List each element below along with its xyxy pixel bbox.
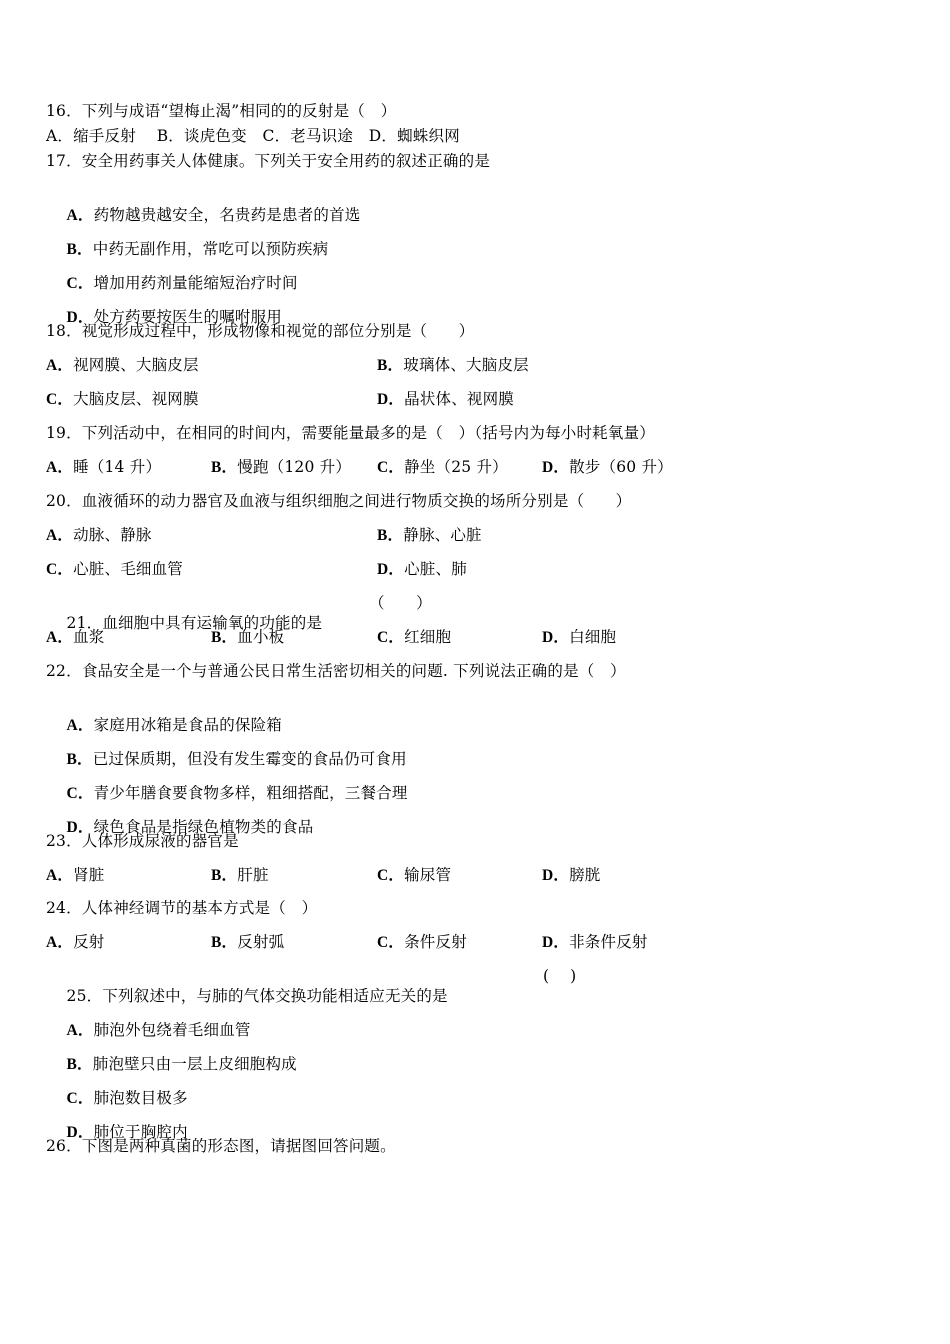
question-25-stem: 25．下列叙述中，与肺的气体交换功能相适应无关的是 (66, 987, 448, 1005)
option-text: 中药无副作用，常吃可以预防疾病 (92, 240, 329, 258)
option-letter: C． (46, 561, 74, 578)
option-text: 反射 (73, 933, 105, 951)
option-text: 肾脏 (73, 866, 105, 884)
question-24-stem: 24．人体神经调节的基本方式是（ ） (46, 899, 318, 917)
option-text: 已过保质期，但没有发生霉变的食品仍可食用 (92, 750, 407, 768)
option-text: 慢跑（120 升） (237, 458, 352, 476)
option-text: 肺泡外包绕着毛细血管 (93, 1021, 251, 1039)
question-20-option-b (377, 525, 482, 546)
option-letter: B． (66, 751, 93, 768)
option-letter: B． (211, 867, 238, 884)
option-letter: B． (211, 934, 238, 951)
option-text: 血小板 (237, 628, 285, 646)
question-26-stem: 26．下图是两种真菌的形态图，请据图回答问题。 (46, 1137, 396, 1155)
question-19-stem: 19．下列活动中，在相同的时间内，需要能量最多的是（ ）（括号内为每小时耗氧量） (46, 424, 655, 442)
question-21-option-c (377, 627, 451, 648)
option-text: 视网膜、大脑皮层 (73, 356, 199, 374)
question-23-option-c (377, 865, 451, 886)
question-18-option-a (46, 355, 199, 376)
option-letter: A． (66, 207, 94, 224)
option-letter: C． (377, 867, 405, 884)
option-text: 大脑皮层、视网膜 (73, 390, 199, 408)
option-letter: A． (46, 934, 74, 951)
option-letter: A． (46, 527, 74, 544)
option-text: 非条件反射 (569, 933, 648, 951)
option-text: 肺泡数目极多 (93, 1089, 188, 1107)
question-19-option-c (377, 457, 508, 478)
option-letter: D． (377, 561, 405, 578)
option-text: 红细胞 (404, 628, 452, 646)
option-letter: C． (377, 629, 405, 646)
question-22-stem: 22．食品安全是一个与普通公民日常生活密切相关的问题. 下列说法正确的是（ ） (46, 662, 626, 680)
option-letter: D． (542, 459, 570, 476)
option-letter: D． (66, 309, 94, 326)
option-letter: C． (377, 459, 405, 476)
question-23-option-d (542, 865, 601, 886)
question-18-stem: 18．视觉形成过程中，形成物像和视觉的部位分别是（ ） (46, 322, 475, 340)
option-letter: D． (542, 934, 570, 951)
question-23-option-b (211, 865, 269, 886)
option-letter: D． (377, 391, 405, 408)
option-letter: C． (66, 275, 94, 292)
option-text: 处方药要按医生的嘱咐服用 (93, 308, 283, 326)
option-letter: C． (377, 934, 405, 951)
question-18-option-d (377, 389, 514, 410)
question-21-option-a (46, 627, 105, 648)
option-text: 药物越贵越安全，名贵药是患者的首选 (93, 206, 361, 224)
question-23-stem: 23．人体形成尿液的器官是 (46, 832, 239, 850)
option-letter: B． (377, 357, 404, 374)
option-text: 反射弧 (237, 933, 285, 951)
option-letter: A． (46, 867, 74, 884)
question-24-option-d (542, 932, 648, 953)
option-text: 心脏、毛细血管 (73, 560, 183, 578)
question-18-option-c (46, 389, 199, 410)
question-24-option-a (46, 932, 105, 953)
question-19-option-b (211, 457, 351, 478)
option-text: 散步（60 升） (569, 458, 673, 476)
option-letter: C． (66, 785, 94, 802)
question-25-answer-paren: ( ) (543, 967, 577, 985)
question-20-option-a (46, 525, 152, 546)
question-21-answer-paren: （ ） (369, 594, 432, 612)
question-16-stem: 16．下列与成语“望梅止渴”相同的的反射是（ ） (46, 102, 397, 120)
option-text: 条件反射 (404, 933, 467, 951)
option-letter: A． (46, 357, 74, 374)
option-text: 静脉、心脏 (403, 526, 482, 544)
option-text: 膀胱 (569, 866, 601, 884)
question-18-option-b (377, 355, 529, 376)
question-19-option-d (542, 457, 673, 478)
question-20-stem: 20．血液循环的动力器官及血液与组织细胞之间进行物质交换的场所分别是（ ） (46, 492, 632, 510)
option-text: 输尿管 (404, 866, 452, 884)
option-text: 血浆 (73, 628, 105, 646)
question-23-option-a (46, 865, 105, 886)
option-letter: A． (66, 717, 94, 734)
question-19-option-a (46, 457, 161, 478)
option-letter: B． (211, 459, 238, 476)
option-text: 动脉、静脉 (73, 526, 152, 544)
option-text: 玻璃体、大脑皮层 (403, 356, 529, 374)
option-letter: D． (542, 629, 570, 646)
option-letter: B． (66, 1056, 93, 1073)
option-text: 肺位于胸腔内 (93, 1123, 188, 1141)
option-letter: C． (66, 1090, 94, 1107)
option-text: 肝脏 (237, 866, 269, 884)
question-21-option-b (211, 627, 284, 648)
option-letter: A． (66, 1022, 94, 1039)
question-16-options: A．缩手反射 B．谈虎色变 C．老马识途 D．蜘蛛织网 (46, 127, 460, 145)
option-letter: B． (66, 241, 93, 258)
question-20-option-c (46, 559, 183, 580)
option-text: 肺泡壁只由一层上皮细胞构成 (92, 1055, 297, 1073)
option-text: 白细胞 (569, 628, 617, 646)
question-17-stem: 17．安全用药事关人体健康。下列关于安全用药的叙述正确的是 (46, 152, 491, 170)
question-24-option-b (211, 932, 284, 953)
option-letter: B． (377, 527, 404, 544)
option-text: 静坐（25 升） (404, 458, 508, 476)
option-text: 绿色食品是指绿色植物类的食品 (93, 818, 314, 836)
option-letter: D． (66, 1124, 94, 1141)
question-24-option-c (377, 932, 467, 953)
option-text: 青少年膳食要食物多样，粗细搭配，三餐合理 (93, 784, 408, 802)
option-letter: B． (211, 629, 238, 646)
option-text: 增加用药剂量能缩短治疗时间 (93, 274, 298, 292)
question-20-option-d (377, 559, 467, 580)
option-letter: A． (46, 629, 74, 646)
option-letter: D． (542, 867, 570, 884)
option-text: 晶状体、视网膜 (404, 390, 514, 408)
question-21-stem: 21．血细胞中具有运输氧的功能的是 (66, 614, 323, 632)
question-21-option-d (542, 627, 616, 648)
option-text: 睡（14 升） (73, 458, 162, 476)
option-letter: A． (46, 459, 74, 476)
option-letter: D． (66, 819, 94, 836)
option-letter: C． (46, 391, 74, 408)
option-text: 心脏、肺 (404, 560, 467, 578)
option-text: 家庭用冰箱是食品的保险箱 (93, 716, 283, 734)
